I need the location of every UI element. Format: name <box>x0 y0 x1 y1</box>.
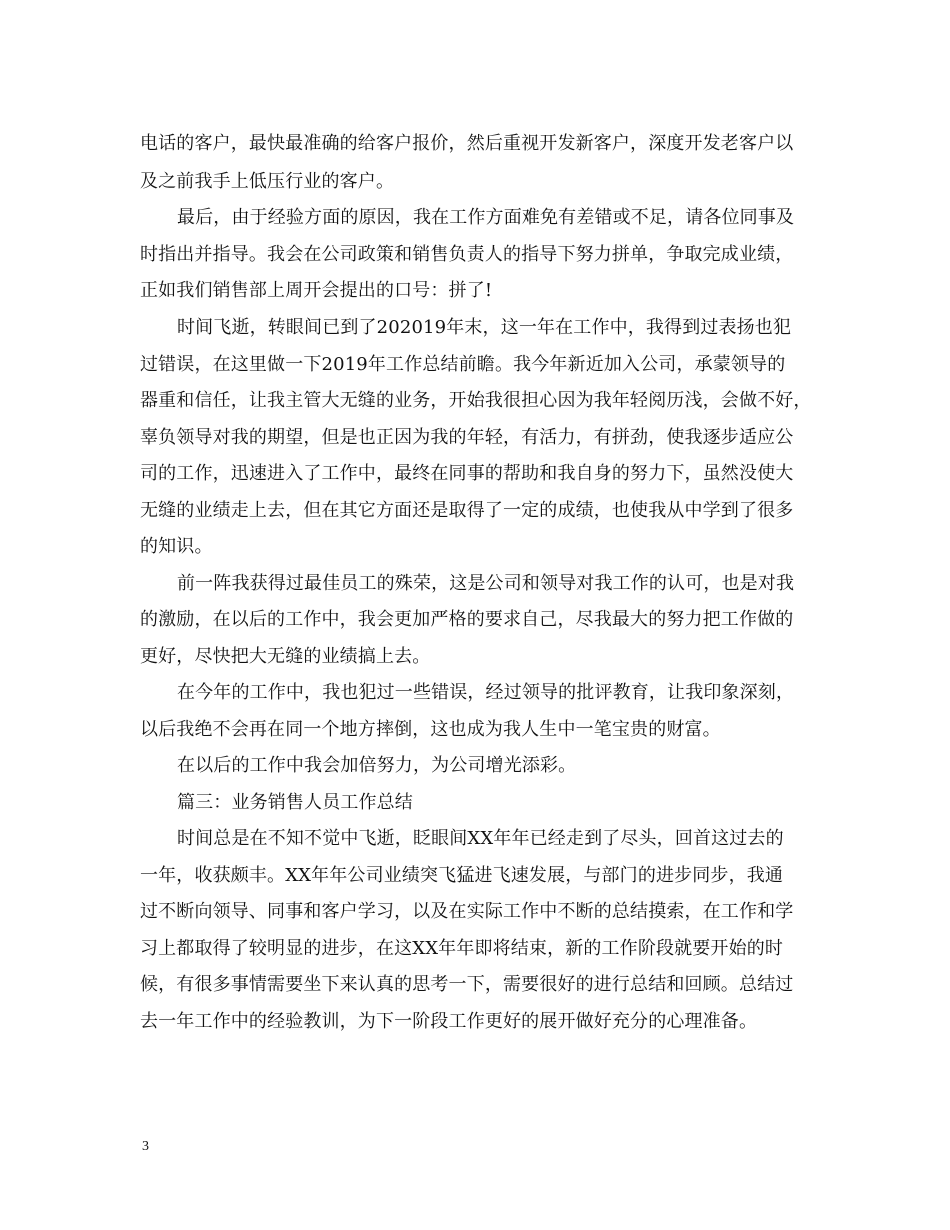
text-line: 最后，由于经验方面的原因，我在工作方面难免有差错或不足，请各位同事及 <box>177 207 795 228</box>
text-line: 一年，收获颇丰。XX年年公司业绩突飞猛进飞速发展，与部门的进步同步，我通 <box>140 865 784 886</box>
text-line: 的激励，在以后的工作中，我会更加严格的要求自己，尽我最大的努力把工作做的 <box>140 609 794 630</box>
text-line: 过错误，在这里做一下2019年工作总结前瞻。我今年新近加入公司，承蒙领导的 <box>140 354 786 375</box>
text-line: 过不断向领导、同事和客户学习，以及在实际工作中不断的总结摸索，在工作和学 <box>140 901 794 922</box>
text-line: 更好，尽快把大无缝的业绩搞上去。 <box>140 646 431 667</box>
text-line: 以后我绝不会再在同一个地方摔倒，这也成为我人生中一笔宝贵的财富。 <box>140 719 721 740</box>
text-line: 去一年工作中的经验教训，为下一阶段工作更好的展开做好充分的心理准备。 <box>140 1011 758 1032</box>
section-heading: 篇三：业务销售人员工作总结 <box>177 792 413 813</box>
text-line: 在今年的工作中，我也犯过一些错误，经过领导的批评教育，让我印象深刻， <box>177 682 795 703</box>
text-line: 在以后的工作中我会加倍努力，为公司增光添彩。 <box>177 755 577 776</box>
text-line: 器重和信任，让我主管大无缝的业务，开始我很担心因为我年轻阅历浅，会做不好， <box>140 390 812 411</box>
text-line: 时间飞逝，转眼间已到了202019年末，这一年在工作中，我得到过表扬也犯 <box>177 317 792 338</box>
text-line: 习上都取得了较明显的进步，在这XX年年即将结束，新的工作阶段就要开始的时 <box>140 938 784 959</box>
text-line: 司的工作，迅速进入了工作中，最终在同事的帮助和我自身的努力下，虽然没使大 <box>140 463 794 484</box>
text-line: 时间总是在不知不觉中飞逝，眨眼间XX年年已经走到了尽头，回首这过去的 <box>177 828 784 849</box>
page-number: 3 <box>142 1139 149 1154</box>
text-line: 电话的客户，最快最准确的给客户报价，然后重视开发新客户，深度开发老客户以 <box>140 133 794 154</box>
text-line: 前一阵我获得过最佳员工的殊荣，这是公司和领导对我工作的认可，也是对我 <box>177 573 795 594</box>
text-line: 及之前我手上低压行业的客户。 <box>140 171 395 192</box>
text-line: 正如我们销售部上周开会提出的口号：拼了! <box>140 280 493 301</box>
text-line: 辜负领导对我的期望，但是也正因为我的年轻，有活力，有拼劲，使我逐步适应公 <box>140 427 794 448</box>
text-line: 候，有很多事情需要坐下来认真的思考一下，需要很好的进行总结和回顾。总结过 <box>140 974 794 995</box>
text-line: 的知识。 <box>140 536 213 557</box>
text-line: 时指出并指导。我会在公司政策和销售负责人的指导下努力拼单，争取完成业绩， <box>140 244 794 265</box>
text-line: 无缝的业绩走上去，但在其它方面还是取得了一定的成绩，也使我从中学到了很多 <box>140 500 794 521</box>
